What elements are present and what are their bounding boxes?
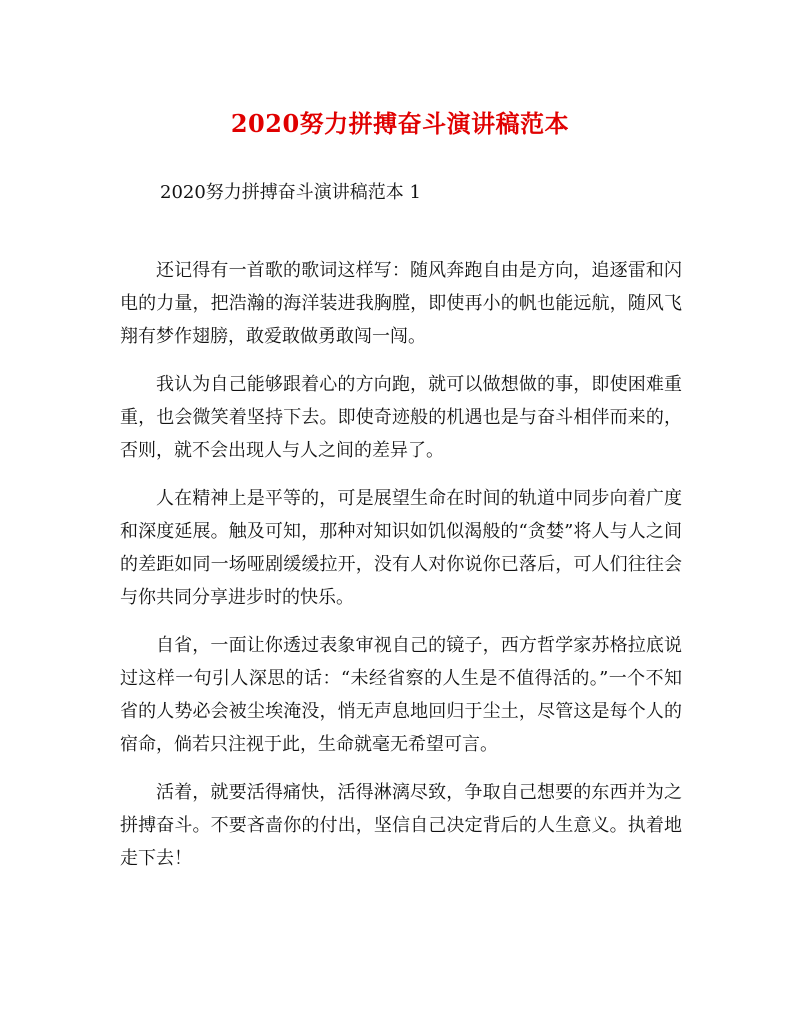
paragraph: 人在精神上是平等的，可是展望生命在时间的轨道中同步向着广度和深度延展。触及可知，那种对知识如饥似渴般的“贪婪”将人与人之间的差距如同一场哑剧缓缓拉开，没有人对你说你已落后，可人们往往会与你共同分享进步时的快乐。 bbox=[120, 488, 682, 608]
paragraph: 我认为自己能够跟着心的方向跑，就可以做想做的事，即使困难重重，也会微笑着坚持下去。即使奇迹般的机遇也是与奋斗相伴而来的，否则，就不会出现人与人之间的差异了。 bbox=[120, 374, 682, 461]
document-subtitle: 2020努力拼搏奋斗演讲稿范本 1 bbox=[160, 182, 421, 203]
paragraph: 自省，一面让你透过表象审视自己的镜子，西方哲学家苏格拉底说过这样一句引人深思的话：“未经省察的人生是不值得活的。”一个不知省的人势必会被尘埃淹没，悄无声息地回归于尘土，尽管这是每个人的宿命，倘若只注视于此，生命就毫无希望可言。 bbox=[120, 635, 682, 755]
document-title: 2020努力拼搏奋斗演讲稿范本 bbox=[230, 109, 570, 138]
document-body bbox=[120, 254, 682, 890]
paragraph: 还记得有一首歌的歌词这样写：随风奔跑自由是方向，追逐雷和闪电的力量，把浩瀚的海洋装进我胸膛，即使再小的帆也能远航，随风飞翔有梦作翅膀，敢爱敢做勇敢闯一闯。 bbox=[120, 260, 682, 347]
paragraph: 活着，就要活得痛快，活得淋漓尽致，争取自己想要的东西并为之拼搏奋斗。不要吝啬你的付出，坚信自己决定背后的人生意义。执着地走下去！ bbox=[120, 782, 682, 869]
